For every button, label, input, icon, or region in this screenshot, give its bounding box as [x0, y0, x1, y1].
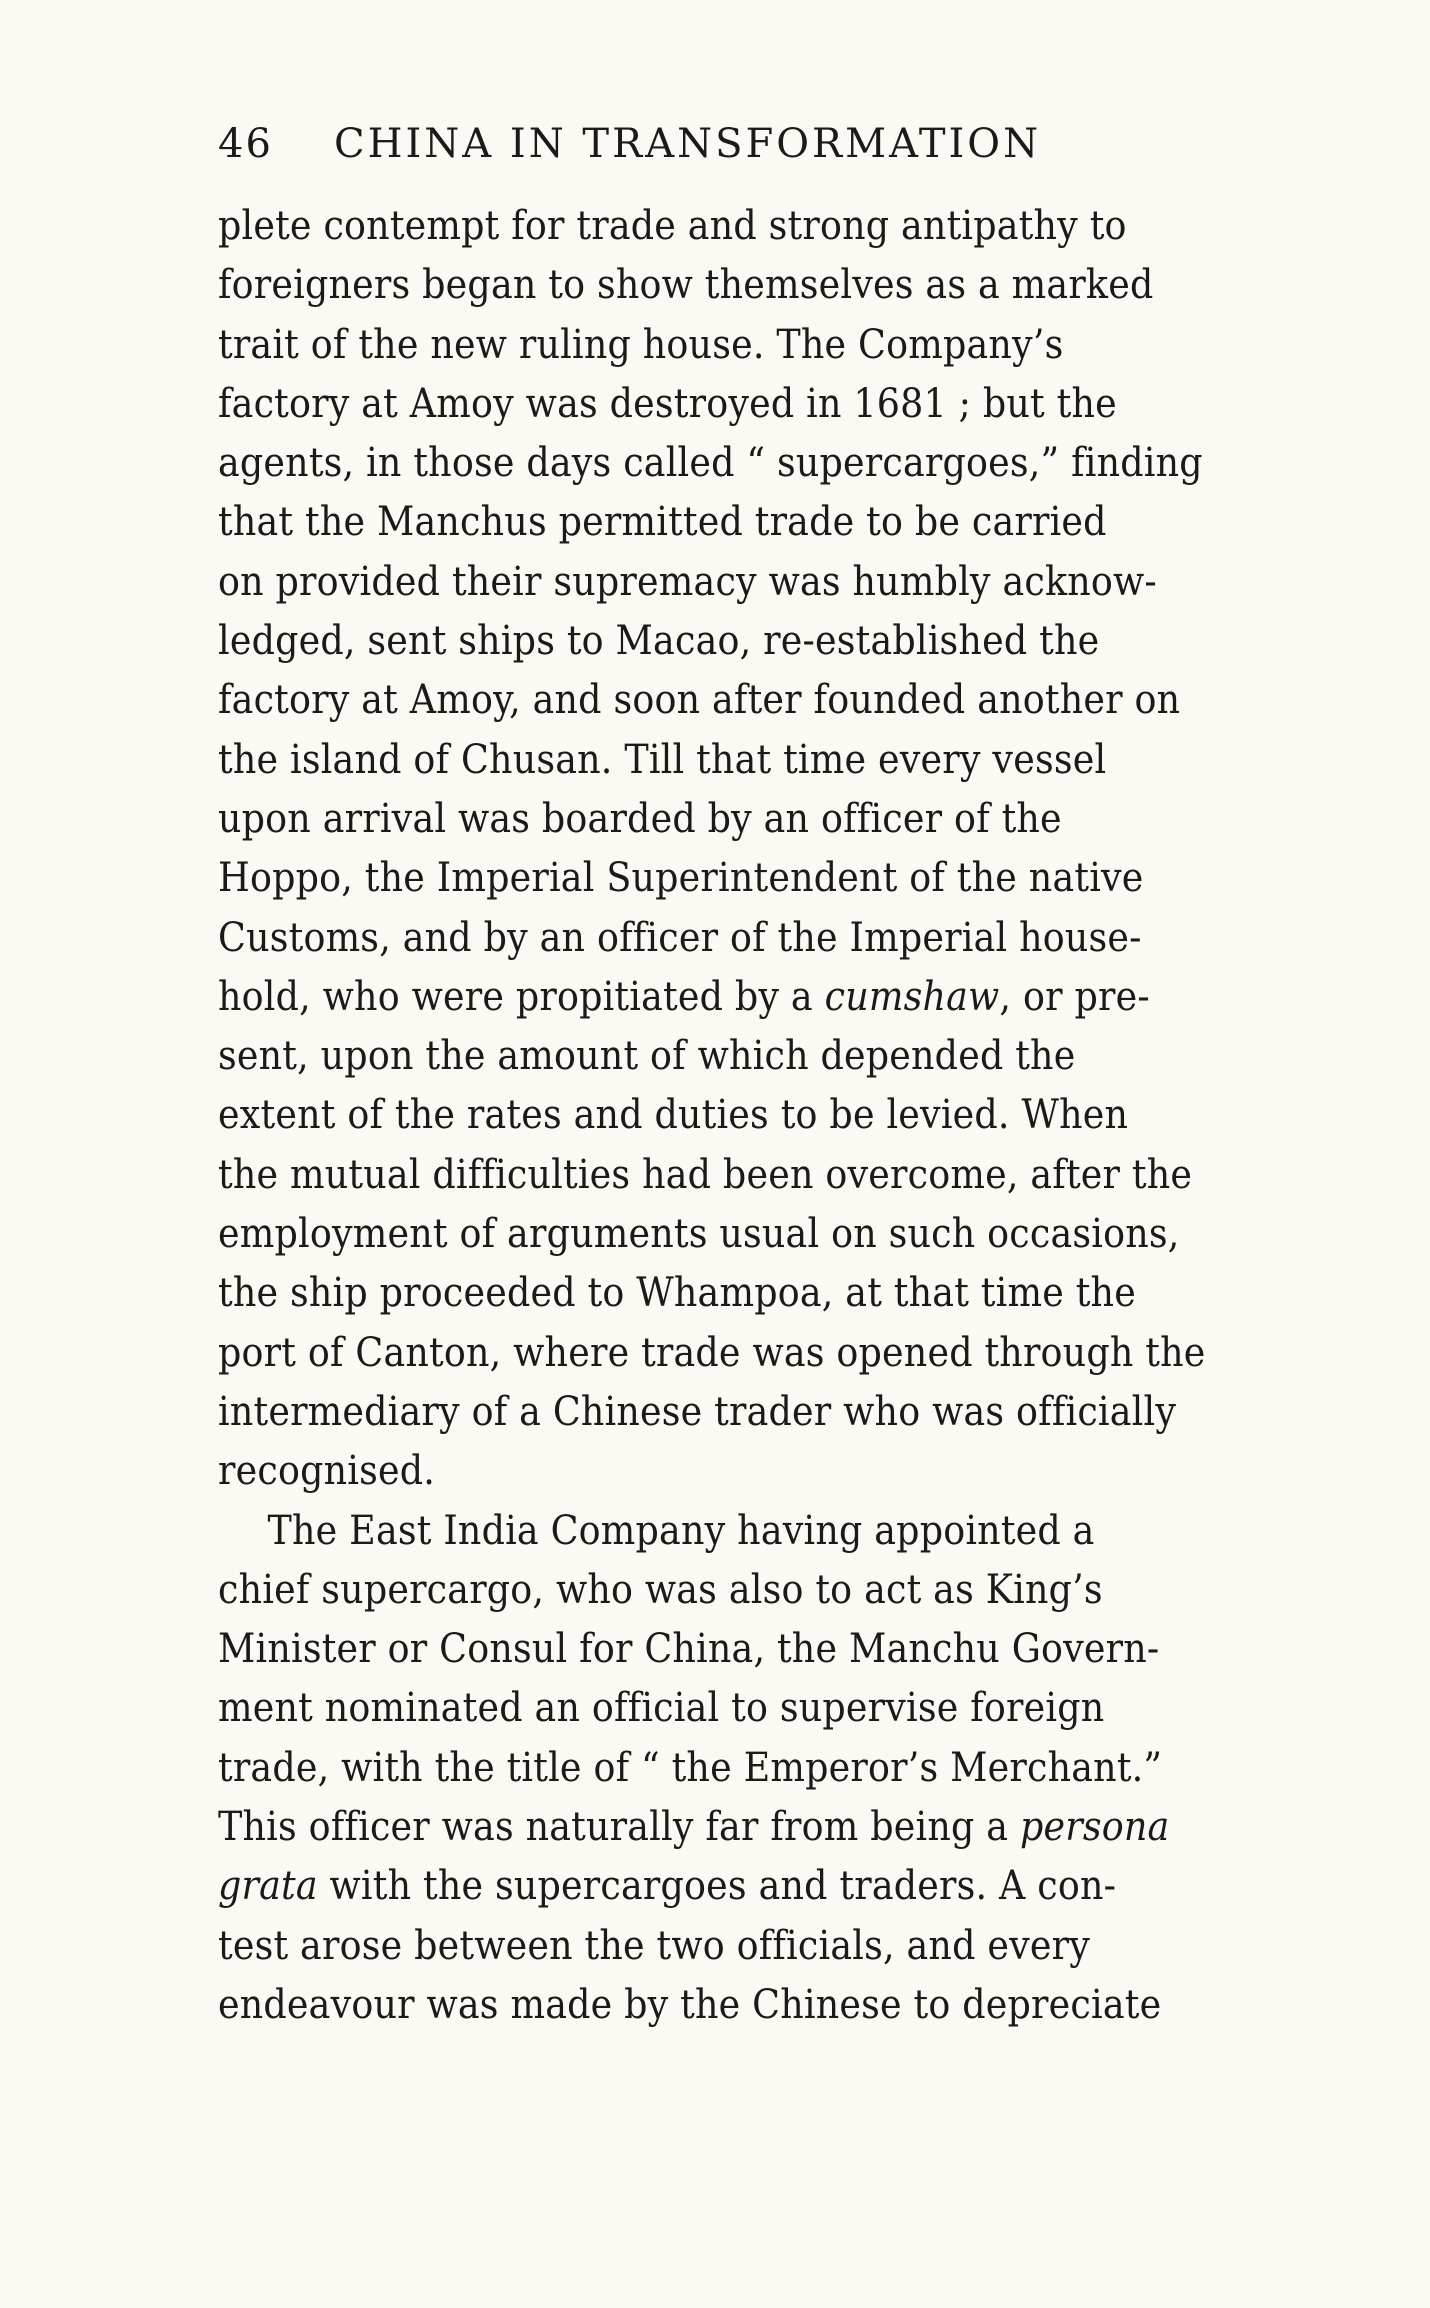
body-line: port of Canton, where trade was opened through the: [218, 1327, 1206, 1376]
body-line: recognised.: [218, 1446, 435, 1495]
body-line: The East India Company having appointed a: [267, 1505, 1095, 1554]
body-line: [218, 1856, 1226, 1915]
italic-term: cumshaw: [824, 971, 1000, 1020]
body-line: foreigners began to show themselves as a marked: [218, 260, 1154, 309]
body-text: [218, 196, 1338, 2034]
italic-term: persona: [1019, 1802, 1170, 1851]
body-line: the ship proceeded to Whampoa, at that time the: [218, 1268, 1136, 1317]
body-line: plete contempt for trade and strong antipathy to: [218, 201, 1127, 249]
body-line: intermediary of a Chinese trader who was officially: [218, 1386, 1177, 1435]
body-line: chief supercargo, who was also to act as King’s: [218, 1564, 1103, 1613]
running-head: [218, 118, 1150, 170]
body-line: Minister or Consul for China, the Manchu Govern-: [218, 1624, 1160, 1673]
body-line: upon arrival was boarded by an officer of the: [218, 793, 1062, 842]
line-text: , or pre-: [999, 971, 1150, 1020]
body-line: ment nominated an official to supervise foreign: [218, 1683, 1105, 1732]
line-text: This officer was naturally far from being a: [218, 1802, 1020, 1851]
body-line: the island of Chusan. Till that time every vessel: [218, 734, 1107, 783]
body-line: Hoppo, the Imperial Superintendent of the native: [218, 853, 1144, 902]
body-line: agents, in those days called “ supercargoes,” finding: [218, 438, 1203, 487]
running-title: CHINA IN TRANSFORMATION: [334, 121, 1042, 167]
body-line: extent of the rates and duties to be levied. When: [218, 1090, 1129, 1139]
body-line: endeavour was made by the Chinese to depreciate: [218, 1979, 1162, 2028]
body-line: ledged, sent ships to Macao, re-established the: [218, 616, 1100, 665]
body-line: on provided their supremacy was humbly acknow-: [218, 556, 1157, 605]
body-line: sent, upon the amount of which depended the: [218, 1031, 1076, 1080]
page-number: 46: [218, 121, 273, 167]
body-line: the mutual difficulties had been overcome, after the: [218, 1149, 1193, 1198]
body-line: trait of the new ruling house. The Company’s: [218, 319, 1064, 368]
body-line: [218, 1797, 1226, 1856]
body-line: Customs, and by an officer of the Imperial house-: [218, 912, 1142, 961]
line-text: hold, who were propitiated by a: [218, 971, 825, 1020]
italic-term: grata: [218, 1861, 318, 1910]
body-line: factory at Amoy, and soon after founded another on: [218, 675, 1181, 724]
body-line: trade, with the title of “ the Emperor’s Merchant.”: [218, 1742, 1163, 1791]
body-line: factory at Amoy was destroyed in 1681 ; but the: [218, 378, 1117, 427]
body-line: that the Manchus permitted trade to be carried: [218, 497, 1107, 546]
body-line: [218, 967, 1226, 1026]
body-line: test arose between the two officials, and every: [218, 1920, 1091, 1969]
body-line: employment of arguments usual on such occasions,: [218, 1209, 1180, 1258]
line-text: with the supercargoes and traders. A con-: [317, 1861, 1117, 1910]
